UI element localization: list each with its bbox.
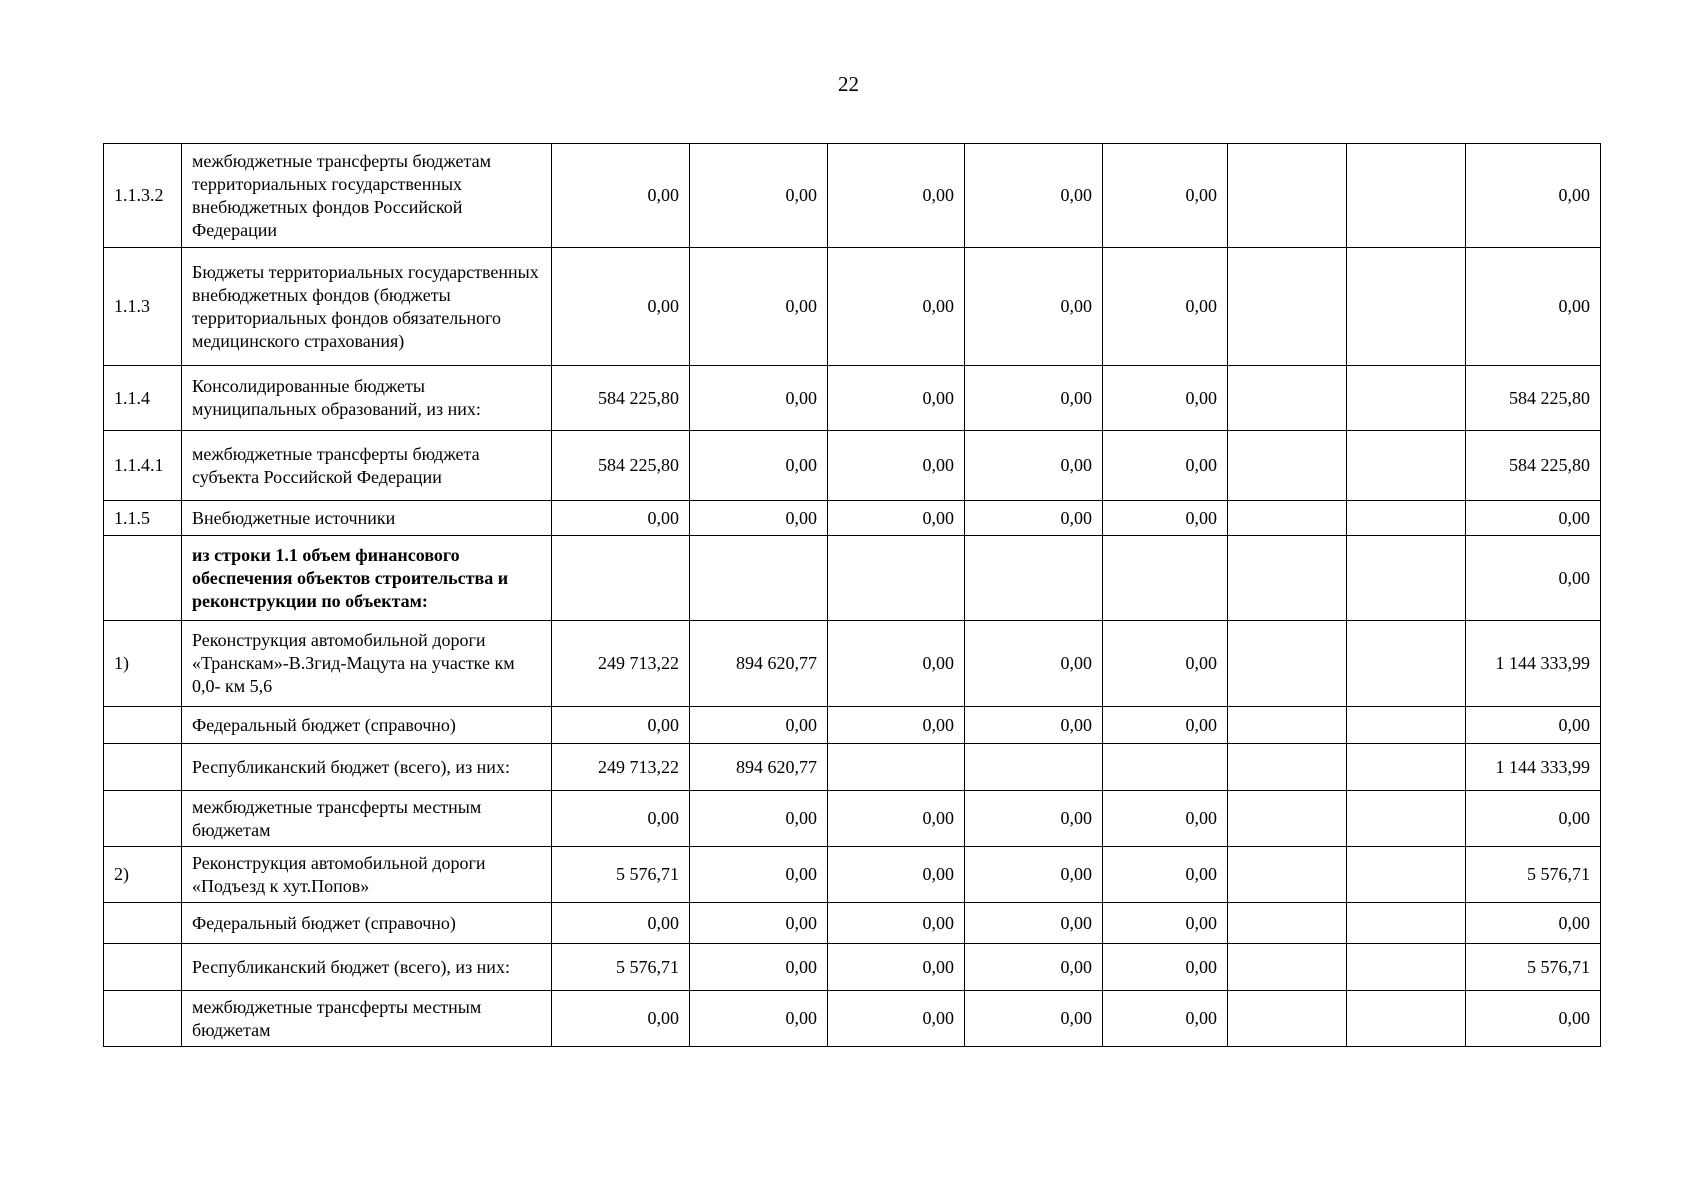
row-name-cell <box>182 621 552 707</box>
row-code-cell <box>104 903 182 944</box>
cell-text: 0,00 <box>1060 387 1092 408</box>
row-value-cell-v6 <box>1228 144 1347 248</box>
row-value-cell-v2 <box>690 744 828 791</box>
cell-text: 249 713,22 <box>598 653 679 673</box>
row-value-cell-v3 <box>828 903 965 944</box>
row-value-cell-v6 <box>1228 847 1347 903</box>
cell-text: 0,00 <box>785 1008 817 1028</box>
table-row <box>104 944 1601 991</box>
row-total-cell <box>1466 791 1601 847</box>
page-number: 22 <box>838 72 859 96</box>
cell-text: 0,00 <box>785 864 817 884</box>
row-value-cell-v4 <box>965 536 1103 621</box>
cell-text: 0,00 <box>922 1008 954 1028</box>
row-value-cell-v3 <box>828 991 965 1047</box>
row-value-cell-v5 <box>1103 903 1228 944</box>
cell-text: 0,00 <box>785 808 817 828</box>
row-total-cell <box>1466 744 1601 791</box>
cell-text: 0,00 <box>922 296 954 316</box>
cell-text: 0,00 <box>922 507 954 528</box>
row-code-cell <box>104 744 182 791</box>
table-row <box>104 621 1601 707</box>
row-value-cell-v7 <box>1347 248 1466 366</box>
row-total-cell <box>1466 707 1601 744</box>
cell-text: 0,00 <box>1060 1008 1092 1028</box>
cell-text: 0,00 <box>922 808 954 828</box>
cell-text: 0,00 <box>785 956 817 977</box>
cell-text: 0,00 <box>1185 808 1217 828</box>
row-value-cell-v2 <box>690 847 828 903</box>
row-total-cell <box>1466 501 1601 536</box>
cell-text: 0,00 <box>785 296 817 316</box>
row-code-cell <box>104 536 182 621</box>
cell-text: 894 620,77 <box>736 653 817 673</box>
row-value-cell-v2 <box>690 366 828 431</box>
row-value-cell-v4 <box>965 847 1103 903</box>
row-value-cell-v3 <box>828 847 965 903</box>
table-row <box>104 991 1601 1047</box>
cell-text: 0,00 <box>1060 714 1092 735</box>
cell-text: 0,00 <box>1060 808 1092 828</box>
cell-text: Федеральный бюджет (справочно) <box>192 714 456 735</box>
cell-text: 0,00 <box>1060 912 1092 933</box>
row-code-cell <box>104 847 182 903</box>
row-value-cell-v4 <box>965 366 1103 431</box>
cell-text: межбюджетные трансферты местным бюджетам <box>192 796 482 840</box>
cell-text: 1.1.3 <box>114 296 150 316</box>
cell-text: 0,00 <box>922 864 954 884</box>
cell-text: 0,00 <box>1060 296 1092 316</box>
row-value-cell-v5 <box>1103 144 1228 248</box>
row-code-cell <box>104 366 182 431</box>
row-value-cell-v1 <box>552 903 690 944</box>
row-value-cell-v5 <box>1103 501 1228 536</box>
row-value-cell-v7 <box>1347 991 1466 1047</box>
cell-text: 0,00 <box>647 912 679 933</box>
row-name-cell <box>182 847 552 903</box>
row-value-cell-v6 <box>1228 944 1347 991</box>
row-value-cell-v5 <box>1103 847 1228 903</box>
cell-text: Внебюджетные источники <box>192 507 396 528</box>
cell-text: 0,00 <box>1185 455 1217 475</box>
cell-text: 1 144 333,99 <box>1495 756 1590 777</box>
cell-text: 0,00 <box>1558 507 1590 528</box>
row-value-cell-v2 <box>690 501 828 536</box>
row-value-cell-v7 <box>1347 431 1466 501</box>
cell-text: 0,00 <box>1558 912 1590 933</box>
row-value-cell-v4 <box>965 248 1103 366</box>
cell-text: 0,00 <box>922 714 954 735</box>
row-value-cell-v3 <box>828 791 965 847</box>
row-total-cell <box>1466 847 1601 903</box>
row-value-cell-v1 <box>552 366 690 431</box>
row-value-cell-v6 <box>1228 366 1347 431</box>
cell-text: 0,00 <box>647 1008 679 1028</box>
row-name-cell <box>182 431 552 501</box>
row-value-cell-v1 <box>552 744 690 791</box>
cell-text: 0,00 <box>785 455 817 475</box>
row-value-cell-v1 <box>552 144 690 248</box>
row-value-cell-v3 <box>828 707 965 744</box>
cell-text: Реконструкция автомобильной дороги «Транскам»-В.Згид-Мацута на участке км 0,0- км 5,6 <box>192 630 515 696</box>
cell-text: 0,00 <box>1185 956 1217 977</box>
cell-text: 1.1.4 <box>114 387 150 408</box>
cell-text: 0,00 <box>1185 507 1217 528</box>
row-code-cell <box>104 944 182 991</box>
row-value-cell-v4 <box>965 744 1103 791</box>
cell-text: 1 144 333,99 <box>1495 653 1590 673</box>
row-code-cell <box>104 144 182 248</box>
table-row <box>104 366 1601 431</box>
row-code-cell <box>104 707 182 744</box>
row-value-cell-v4 <box>965 791 1103 847</box>
row-value-cell-v4 <box>965 707 1103 744</box>
row-value-cell-v1 <box>552 431 690 501</box>
cell-text: 0,00 <box>1558 296 1590 316</box>
table-row <box>104 536 1601 621</box>
row-name-cell <box>182 248 552 366</box>
cell-text: 584 225,80 <box>1509 455 1590 475</box>
row-value-cell-v3 <box>828 366 965 431</box>
cell-text: 1) <box>114 653 129 673</box>
cell-text: 0,00 <box>1558 185 1590 205</box>
cell-text: 0,00 <box>1185 864 1217 884</box>
row-code-cell <box>104 621 182 707</box>
row-value-cell-v6 <box>1228 744 1347 791</box>
row-value-cell-v7 <box>1347 366 1466 431</box>
row-code-cell <box>104 431 182 501</box>
row-value-cell-v7 <box>1347 944 1466 991</box>
cell-text: 0,00 <box>785 714 817 735</box>
row-value-cell-v6 <box>1228 431 1347 501</box>
row-value-cell-v1 <box>552 621 690 707</box>
cell-text: 0,00 <box>1060 185 1092 205</box>
row-value-cell-v1 <box>552 707 690 744</box>
cell-text: 5 576,71 <box>1527 864 1590 884</box>
cell-text: 0,00 <box>922 653 954 673</box>
row-name-cell <box>182 707 552 744</box>
cell-text: 0,00 <box>785 185 817 205</box>
cell-text: 0,00 <box>1185 1008 1217 1028</box>
row-total-cell <box>1466 991 1601 1047</box>
row-value-cell-v1 <box>552 791 690 847</box>
row-value-cell-v2 <box>690 248 828 366</box>
row-value-cell-v1 <box>552 991 690 1047</box>
row-name-cell <box>182 501 552 536</box>
table-row <box>104 744 1601 791</box>
cell-text: 0,00 <box>1185 714 1217 735</box>
cell-text: 0,00 <box>647 185 679 205</box>
cell-text: 5 576,71 <box>1527 956 1590 977</box>
table-row <box>104 903 1601 944</box>
cell-text: 584 225,80 <box>598 455 679 475</box>
row-value-cell-v6 <box>1228 791 1347 847</box>
row-value-cell-v3 <box>828 744 965 791</box>
row-value-cell-v7 <box>1347 903 1466 944</box>
row-code-cell <box>104 248 182 366</box>
cell-text: 0,00 <box>647 507 679 528</box>
cell-text: 0,00 <box>1060 956 1092 977</box>
row-code-cell <box>104 991 182 1047</box>
cell-text: межбюджетные трансферты бюджета субъекта Российской Федерации <box>192 443 480 487</box>
row-value-cell-v3 <box>828 501 965 536</box>
cell-text: 0,00 <box>922 912 954 933</box>
row-value-cell-v1 <box>552 944 690 991</box>
row-value-cell-v7 <box>1347 707 1466 744</box>
row-value-cell-v6 <box>1228 991 1347 1047</box>
row-value-cell-v4 <box>965 431 1103 501</box>
cell-text: Республиканский бюджет (всего), из них: <box>192 756 510 777</box>
cell-text: 0,00 <box>1185 185 1217 205</box>
row-value-cell-v3 <box>828 536 965 621</box>
row-value-cell-v6 <box>1228 536 1347 621</box>
row-total-cell <box>1466 144 1601 248</box>
cell-text: 0,00 <box>1060 864 1092 884</box>
row-value-cell-v4 <box>965 903 1103 944</box>
row-value-cell-v6 <box>1228 707 1347 744</box>
row-value-cell-v3 <box>828 621 965 707</box>
cell-text: межбюджетные трансферты местным бюджетам <box>192 996 482 1040</box>
row-value-cell-v5 <box>1103 431 1228 501</box>
cell-text: 0,00 <box>1558 1008 1590 1028</box>
cell-text: 584 225,80 <box>1509 387 1590 408</box>
table-row <box>104 431 1601 501</box>
row-value-cell-v4 <box>965 944 1103 991</box>
row-name-cell <box>182 144 552 248</box>
cell-text: 894 620,77 <box>736 756 817 777</box>
row-value-cell-v1 <box>552 501 690 536</box>
cell-text: 584 225,80 <box>598 387 679 408</box>
budget-table <box>103 143 1601 1047</box>
row-value-cell-v7 <box>1347 621 1466 707</box>
cell-text: 1.1.4.1 <box>114 455 164 475</box>
cell-text: Реконструкция автомобильной дороги «Подъезд к хут.Попов» <box>192 852 486 896</box>
row-value-cell-v2 <box>690 791 828 847</box>
row-value-cell-v2 <box>690 903 828 944</box>
row-value-cell-v5 <box>1103 536 1228 621</box>
cell-text: 1.1.3.2 <box>114 185 164 205</box>
row-value-cell-v2 <box>690 707 828 744</box>
table-row <box>104 707 1601 744</box>
row-value-cell-v4 <box>965 621 1103 707</box>
row-name-cell <box>182 366 552 431</box>
row-value-cell-v5 <box>1103 791 1228 847</box>
row-value-cell-v5 <box>1103 248 1228 366</box>
row-value-cell-v4 <box>965 144 1103 248</box>
row-value-cell-v5 <box>1103 707 1228 744</box>
row-value-cell-v2 <box>690 991 828 1047</box>
table-row <box>104 847 1601 903</box>
cell-text: 0,00 <box>1060 653 1092 673</box>
row-value-cell-v6 <box>1228 501 1347 536</box>
row-value-cell-v1 <box>552 536 690 621</box>
cell-text: 0,00 <box>785 912 817 933</box>
cell-text: 249 713,22 <box>598 756 679 777</box>
row-value-cell-v3 <box>828 944 965 991</box>
cell-text: 0,00 <box>922 455 954 475</box>
row-value-cell-v5 <box>1103 744 1228 791</box>
cell-text: 0,00 <box>1558 714 1590 735</box>
row-code-cell <box>104 501 182 536</box>
row-value-cell-v5 <box>1103 944 1228 991</box>
row-code-cell <box>104 791 182 847</box>
cell-text: 0,00 <box>1185 387 1217 408</box>
row-value-cell-v4 <box>965 991 1103 1047</box>
cell-text: 1.1.5 <box>114 507 150 528</box>
row-value-cell-v3 <box>828 144 965 248</box>
row-total-cell <box>1466 944 1601 991</box>
cell-text: 0,00 <box>647 296 679 316</box>
row-value-cell-v7 <box>1347 501 1466 536</box>
cell-text: 0,00 <box>785 387 817 408</box>
row-value-cell-v2 <box>690 144 828 248</box>
cell-text: 0,00 <box>1185 912 1217 933</box>
row-name-cell <box>182 744 552 791</box>
row-value-cell-v5 <box>1103 621 1228 707</box>
cell-text: Федеральный бюджет (справочно) <box>192 912 456 933</box>
table-row <box>104 501 1601 536</box>
cell-text: 0,00 <box>1558 567 1590 588</box>
row-value-cell-v3 <box>828 248 965 366</box>
row-value-cell-v6 <box>1228 621 1347 707</box>
row-name-cell <box>182 991 552 1047</box>
table-row <box>104 144 1601 248</box>
row-value-cell-v6 <box>1228 903 1347 944</box>
cell-text: 0,00 <box>1558 808 1590 828</box>
row-total-cell <box>1466 366 1601 431</box>
row-value-cell-v7 <box>1347 744 1466 791</box>
row-name-cell <box>182 944 552 991</box>
cell-text: 5 576,71 <box>616 956 679 977</box>
table-body <box>104 144 1601 1047</box>
row-value-cell-v6 <box>1228 248 1347 366</box>
row-total-cell <box>1466 903 1601 944</box>
row-value-cell-v7 <box>1347 144 1466 248</box>
row-value-cell-v2 <box>690 536 828 621</box>
row-name-cell <box>182 791 552 847</box>
row-value-cell-v1 <box>552 847 690 903</box>
row-total-cell <box>1466 621 1601 707</box>
cell-text: 0,00 <box>1185 296 1217 316</box>
row-total-cell <box>1466 431 1601 501</box>
cell-text: Бюджеты территориальных государственных внебюджетных фондов (бюджеты территориальных фондов обязательного медицинского страхования) <box>192 261 539 351</box>
cell-text: 0,00 <box>922 185 954 205</box>
cell-text: 0,00 <box>922 387 954 408</box>
row-name-cell <box>182 536 552 621</box>
row-total-cell <box>1466 536 1601 621</box>
cell-text: 0,00 <box>922 956 954 977</box>
row-value-cell-v2 <box>690 621 828 707</box>
row-value-cell-v2 <box>690 944 828 991</box>
cell-text: 0,00 <box>1060 507 1092 528</box>
row-value-cell-v4 <box>965 501 1103 536</box>
row-value-cell-v7 <box>1347 791 1466 847</box>
cell-text: из строки 1.1 объем финансового обеспечения объектов строительства и реконструкции по объектам: <box>192 544 509 611</box>
row-value-cell-v2 <box>690 431 828 501</box>
cell-text: 0,00 <box>785 507 817 528</box>
cell-text: 0,00 <box>647 714 679 735</box>
row-name-cell <box>182 903 552 944</box>
cell-text: 2) <box>114 864 129 884</box>
cell-text: 0,00 <box>1060 455 1092 475</box>
cell-text: межбюджетные трансферты бюджетам территориальных государственных внебюджетных фондов Российской Федерации <box>192 150 491 240</box>
row-value-cell-v1 <box>552 248 690 366</box>
row-value-cell-v7 <box>1347 847 1466 903</box>
row-value-cell-v7 <box>1347 536 1466 621</box>
cell-text: 5 576,71 <box>616 864 679 884</box>
cell-text: 0,00 <box>647 808 679 828</box>
row-value-cell-v3 <box>828 431 965 501</box>
row-total-cell <box>1466 248 1601 366</box>
table-row <box>104 248 1601 366</box>
cell-text: Республиканский бюджет (всего), из них: <box>192 956 510 977</box>
row-value-cell-v5 <box>1103 991 1228 1047</box>
cell-text: Консолидированные бюджеты муниципальных образований, из них: <box>192 376 481 419</box>
cell-text: 0,00 <box>1185 653 1217 673</box>
table-row <box>104 791 1601 847</box>
row-value-cell-v5 <box>1103 366 1228 431</box>
